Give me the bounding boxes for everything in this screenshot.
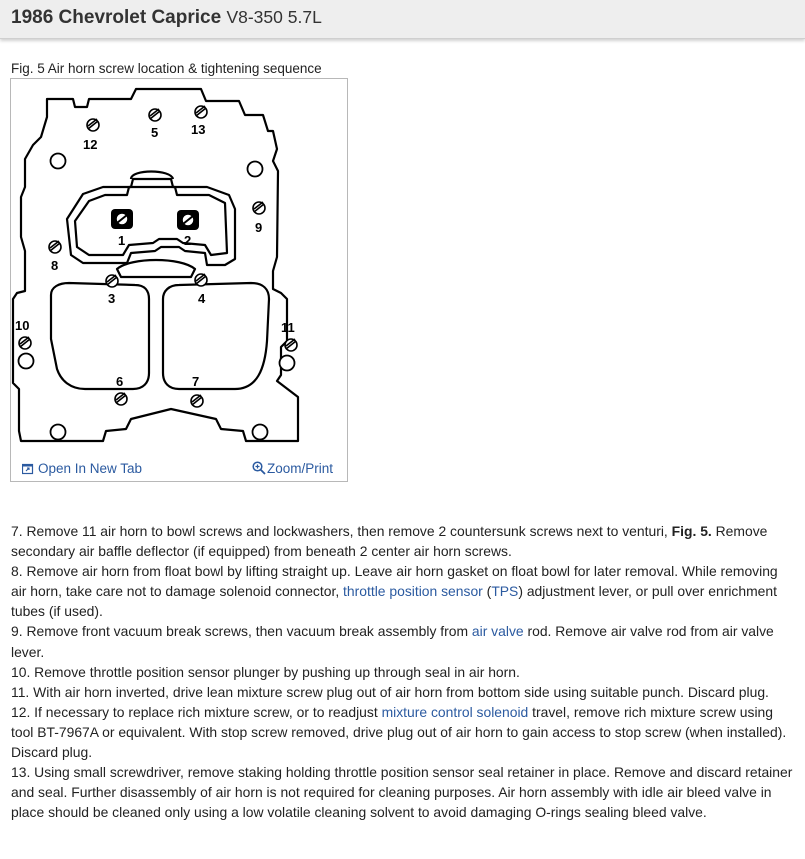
figure-caption: Fig. 5 Air horn screw location & tightening sequence [11, 61, 322, 76]
step-12-text: 12. If necessary to replace rich mixture screw, or to readjust [11, 703, 382, 720]
label-1: 1 [118, 233, 126, 248]
label-6: 6 [116, 374, 124, 389]
label-2: 2 [184, 233, 192, 248]
step-12 [11, 702, 795, 762]
screw-12 [87, 119, 99, 131]
open-new-tab-icon [22, 463, 34, 478]
label-10: 10 [15, 318, 30, 333]
screw-10 [19, 337, 31, 349]
lower-left-chamber [51, 283, 149, 389]
screw-5 [149, 109, 161, 121]
figure-container [10, 78, 348, 482]
step-13-text: 13. Using small screwdriver, remove staking holding throttle position sensor seal retainer in place. Remove and discard retainer and seal. Further disassembly of air horn is not required for cleaning purposes. Air horn assembly with idle air bleed valve in place should be cleaned only using a low volatile cleaning solvent to avoid damaging O-rings sealing bleed valve. [11, 764, 793, 821]
lower-right-chamber [163, 283, 269, 389]
center-web [117, 260, 195, 277]
step-9-text-cont: rod. Remove air valve rod from air valve lever. [11, 623, 774, 660]
step-11-text: 11. With air horn inverted, drive lean mixture screw plug out of air horn from bottom side using suitable punch. Discard plug. [11, 683, 769, 700]
label-9: 9 [255, 220, 263, 235]
screw-6 [115, 393, 127, 405]
step-10-text: 10. Remove throttle position sensor plunger by pushing up through seal in air horn. [11, 663, 520, 680]
step-13 [11, 762, 795, 822]
step-11 [11, 682, 795, 702]
tps-link[interactable]: throttle position sensor [343, 583, 483, 600]
center-bump [131, 172, 173, 180]
screw-13 [195, 106, 207, 118]
tps-abbrev-link[interactable]: TPS [491, 583, 519, 600]
step-10 [11, 662, 795, 682]
step-8-text-cont: ) adjustment lever, or pull over enrichment tubes (if used). [11, 583, 777, 620]
mixture-control-solenoid-link[interactable]: mixture control solenoid [381, 703, 529, 720]
step-8-text-paren: ( [482, 583, 492, 600]
label-12: 12 [83, 137, 98, 152]
screw-8 [49, 241, 61, 253]
label-5: 5 [151, 125, 159, 140]
label-7: 7 [192, 374, 200, 389]
step-7-text-cont: Remove secondary air baffle deflector (if equipped) from beneath 2 center air horn screws. [11, 523, 768, 560]
open-new-tab-link[interactable] [22, 461, 142, 478]
label-4: 4 [198, 291, 206, 306]
step-9 [11, 621, 795, 661]
label-3: 3 [108, 291, 116, 306]
open-new-tab-label: Open In New Tab [38, 461, 143, 476]
zoom-icon [252, 461, 266, 478]
air-horn-screw-diagram [11, 79, 347, 454]
air-valve-link[interactable]: air valve [471, 623, 524, 640]
label-11: 11 [281, 320, 295, 335]
screw-7 [191, 395, 203, 407]
step-7-text: 7. Remove 11 air horn to bowl screws and lockwashers, then remove 2 countersunk screws next to venturi, [11, 523, 672, 539]
page-title [11, 7, 322, 29]
vehicle-engine: V8-350 5.7L [226, 7, 322, 27]
vehicle-make-model: 1986 Chevrolet Caprice [11, 7, 222, 28]
step-8-text: 8. Remove air horn from float bowl by lifting straight up. Leave air horn gasket on float bowl for later removal. While removing air horn, take care not to damage solenoid connector, [11, 563, 778, 600]
upper-window-inner [75, 187, 227, 255]
zoom-print-link[interactable] [252, 461, 333, 478]
procedure-steps [11, 521, 795, 822]
label-13: 13 [191, 122, 206, 137]
screw-3 [106, 275, 118, 287]
label-8: 8 [51, 258, 59, 273]
step-8 [11, 561, 795, 621]
screw-11 [285, 339, 297, 351]
screw-4 [195, 274, 207, 286]
page-header [0, 0, 805, 39]
screw-9 [253, 202, 265, 214]
step-12-text-cont: travel, remove rich mixture screw using tool BT-7967A or equivalent. With stop screw removed, drive plug out of air horn to gain access to stop screw (when installed). Discard plug. [11, 703, 787, 761]
step-7 [11, 521, 795, 561]
step-9-text: 9. Remove front vacuum break screws, then vacuum break assembly from [11, 623, 472, 640]
figure-reference: Fig. 5. [671, 523, 712, 539]
zoom-print-label: Zoom/Print [267, 461, 334, 476]
